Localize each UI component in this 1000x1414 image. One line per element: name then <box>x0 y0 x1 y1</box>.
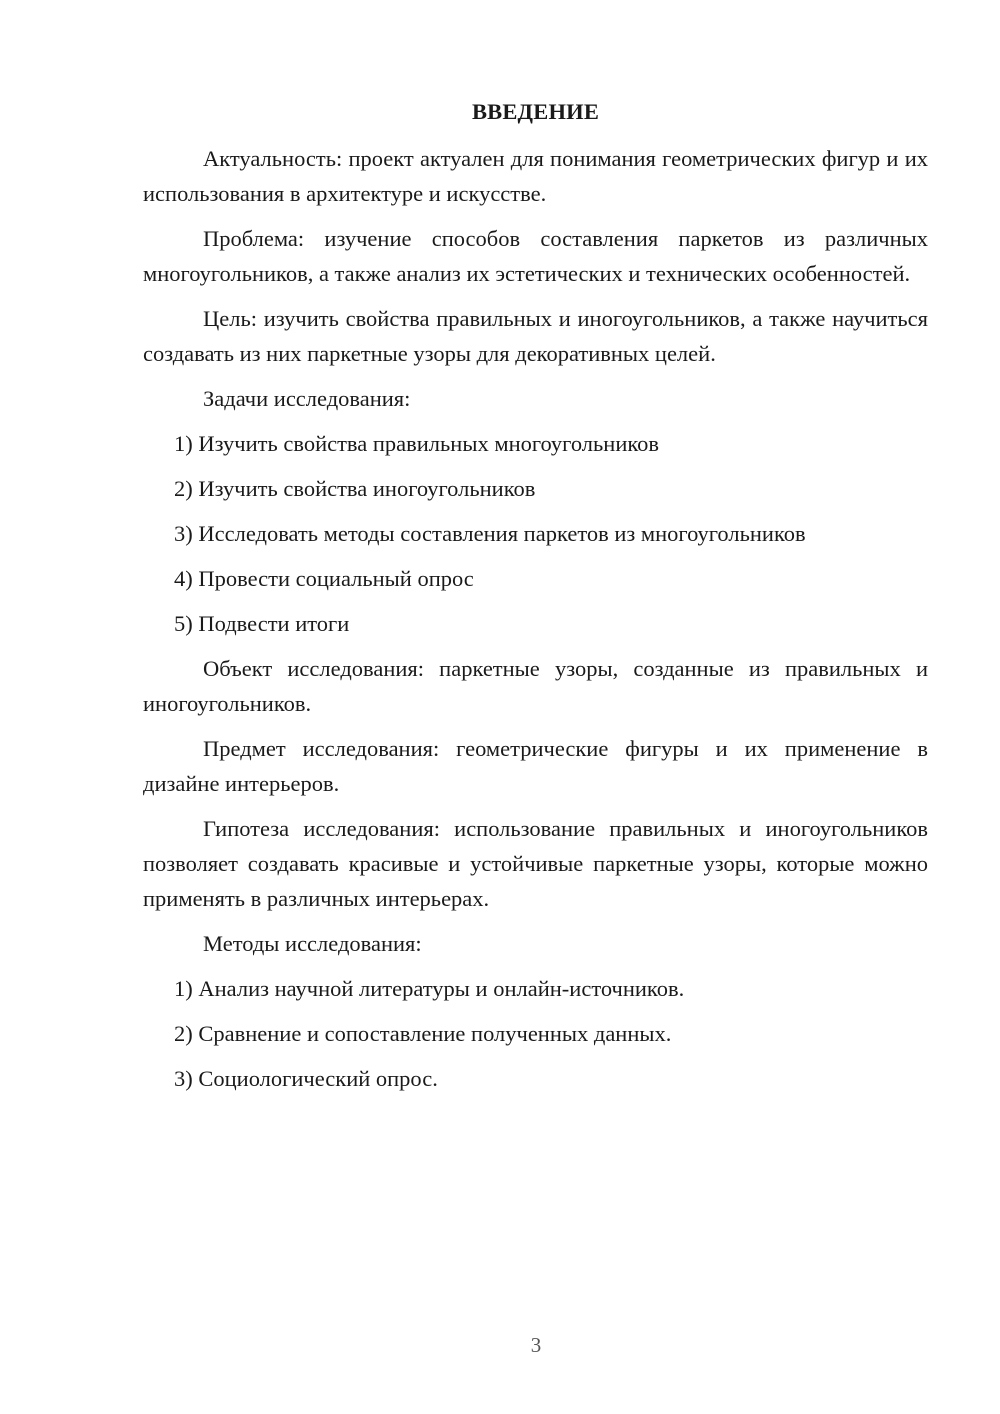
object-paragraph: Объект исследования: паркетные узоры, созданные из правильных и иногоугольников. <box>143 656 928 716</box>
task-item: 4) Провести социальный опрос <box>174 566 474 591</box>
problem-paragraph: Проблема: изучение способов составления паркетов из различных многоугольников, а также анализ их эстетических и технических особенностей. <box>143 226 928 286</box>
methods-list <box>143 971 928 1096</box>
subject-paragraph: Предмет исследования: геометрические фигуры и их применение в дизайне интерьеров. <box>143 736 928 796</box>
tasks-list <box>143 426 928 641</box>
page-title: ВВЕДЕНИЕ <box>471 99 600 124</box>
page-number: 3 <box>530 1333 542 1357</box>
tasks-heading: Задачи исследования: <box>203 386 411 411</box>
page-content <box>143 94 928 1096</box>
task-item: 5) Подвести итоги <box>174 611 350 636</box>
hypothesis-paragraph: Гипотеза исследования: использование правильных и иногоугольников позволяет создавать красивые и устойчивые паркетные узоры, которые можно применять в различных интерьерах. <box>143 816 928 911</box>
task-item: 3) Исследовать методы составления паркетов из многоугольников <box>174 521 806 546</box>
relevance-paragraph: Актуальность: проект актуален для понимания геометрических фигур и их использования в архитектуре и искусстве. <box>143 146 928 206</box>
task-item: 1) Изучить свойства правильных многоугольников <box>174 431 660 456</box>
method-item: 2) Сравнение и сопоставление полученных данных. <box>174 1021 672 1046</box>
task-item: 2) Изучить свойства иногоугольников <box>174 476 536 501</box>
method-item: 1) Анализ научной литературы и онлайн-источников. <box>174 976 685 1001</box>
goal-paragraph: Цель: изучить свойства правильных и иногоугольников, а также научиться создавать из них паркетные узоры для декоративных целей. <box>143 306 928 366</box>
methods-heading: Методы исследования: <box>203 931 422 956</box>
method-item: 3) Социологический опрос. <box>174 1066 438 1091</box>
